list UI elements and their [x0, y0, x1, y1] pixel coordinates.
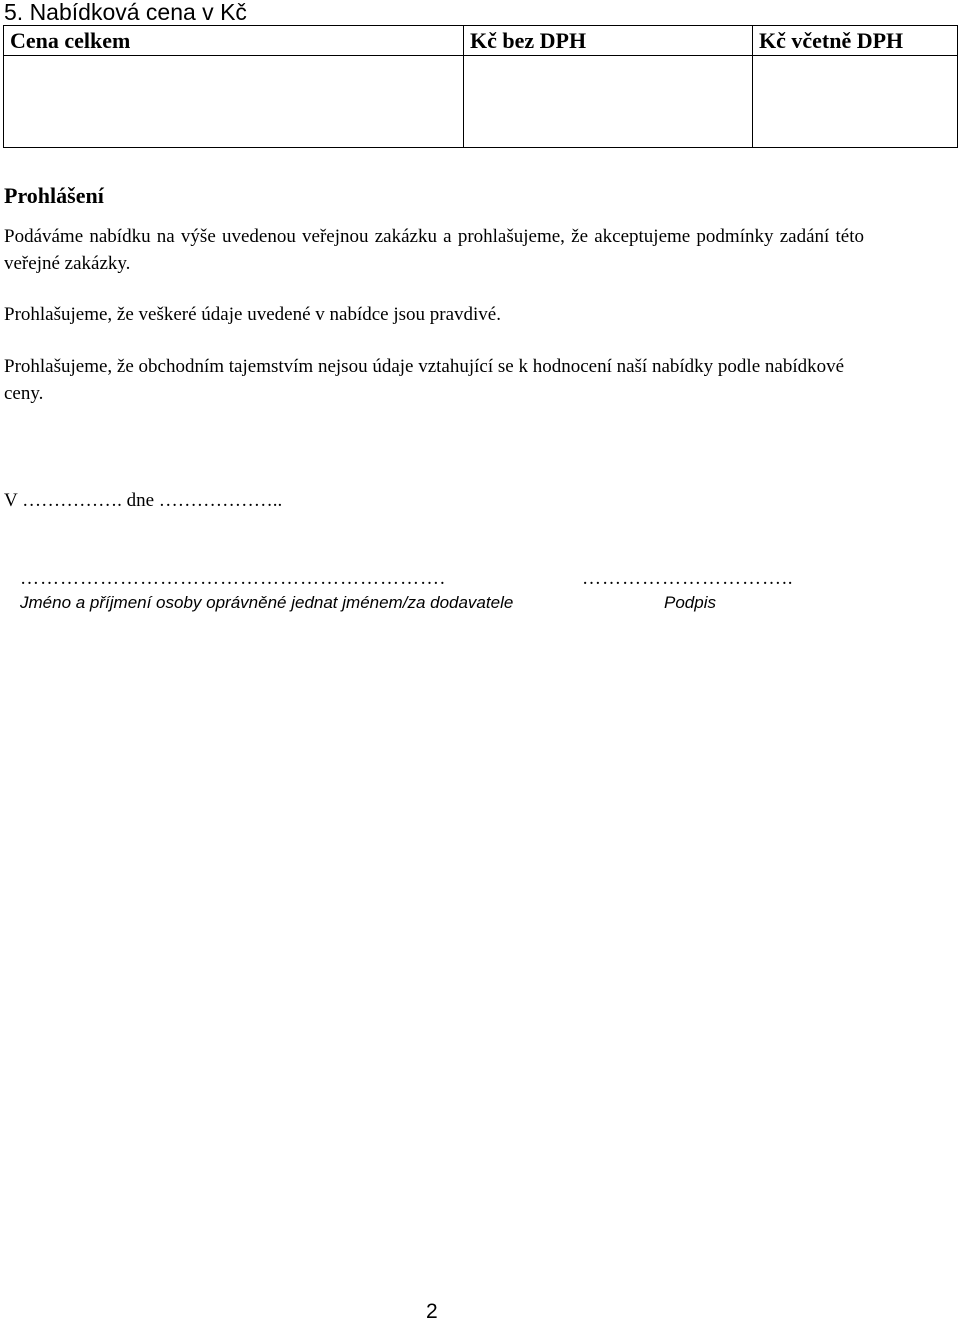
- declaration-paragraph-trade-secret: Prohlašujeme, že obchodním tajemstvím nejsou údaje vztahující se k hodnocení naší nabídky podle nabídkové ceny.: [4, 356, 845, 404]
- declaration-title: Prohlášení: [4, 183, 104, 208]
- place-date-line: V ……………. dne ………………..: [4, 490, 283, 511]
- price-table-header-row: [4, 26, 958, 56]
- header-total-price: Cena celkem: [4, 26, 464, 56]
- declaration-paragraph-truthfulness: Prohlašujeme, že veškeré údaje uvedené v nabídce jsou pravdivé.: [4, 304, 501, 325]
- cell-price-without-vat[interactable]: [464, 56, 753, 148]
- cell-total-price[interactable]: [4, 56, 464, 148]
- price-table-value-row: [4, 56, 958, 148]
- header-price-without-vat: Kč bez DPH: [464, 26, 753, 56]
- declaration-paragraph-acceptance: Podáváme nabídku na výše uvedenou veřejnou zakázku a prohlašujeme, že akceptujeme podmínky zadání této veřejné zakázky.: [4, 226, 864, 274]
- header-price-with-vat: Kč včetně DPH: [753, 26, 958, 56]
- signature-caption: Podpis: [664, 593, 716, 612]
- cell-price-with-vat[interactable]: [753, 56, 958, 148]
- name-signature-line: ……………………………………………………….: [20, 568, 446, 589]
- page-number: 2: [426, 1300, 438, 1323]
- section-title: 5. Nabídková cena v Kč: [4, 0, 247, 25]
- signature-line: …………………………..: [582, 568, 794, 589]
- name-caption: Jméno a příjmení osoby oprávněné jednat jménem/za dodavatele: [20, 593, 514, 612]
- price-table: [3, 25, 958, 148]
